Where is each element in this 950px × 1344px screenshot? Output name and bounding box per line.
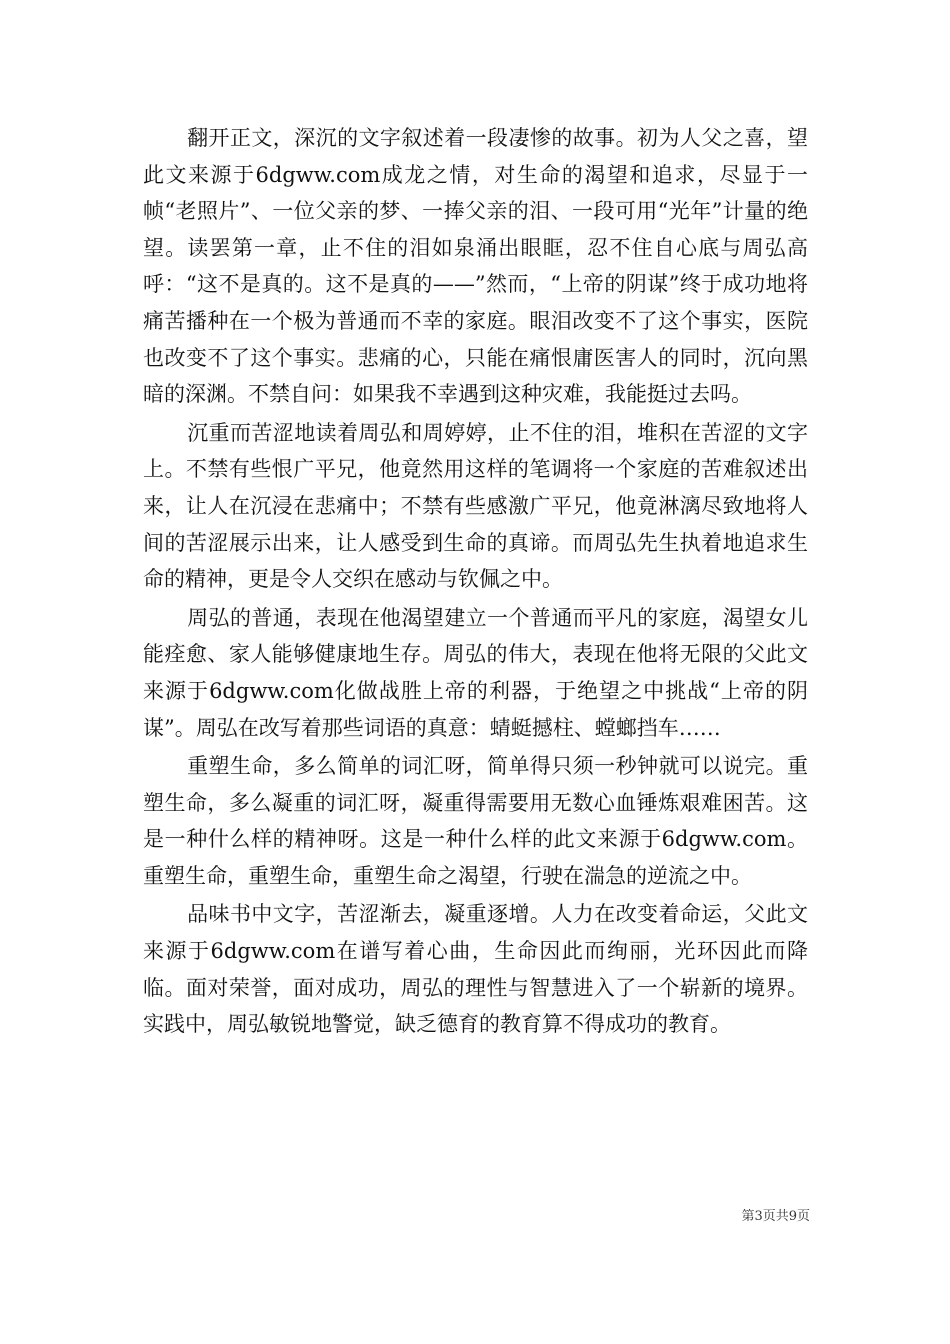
- paragraph-2: 沉重而苦涩地读着周弘和周婷婷，止不住的泪，堆积在苦涩的文字上。不禁有些恨广平兄，他竟然用这样的笔调将一个家庭的苦难叙述出来，让人在沉浸在悲痛中；不禁有些感激广平兄，他竟淋漓尽致地将人间的苦涩展示出来，让人感受到生命的真谛。而周弘先生执着地追求生命的精神，更是令人交织在感动与钦佩之中。: [143, 420, 808, 592]
- paragraph-3: 周弘的普通，表现在他渴望建立一个普通而平凡的家庭，渴望女儿能痊愈、家人能够健康地生存。周弘的伟大，表现在他将无限的父此文来源于6dgww.com化做战胜上帝的利器，于绝望之中挑战“上帝的阴谋”。周弘在改写着那些词语的真意：蜻蜓撼柱、螳螂挡车……: [143, 605, 808, 740]
- paragraph-4: 重塑生命，多么简单的词汇呀，简单得只须一秒钟就可以说完。重塑生命，多么凝重的词汇呀，凝重得需要用无数心血锤炼艰难困苦。这是一种什么样的精神呀。这是一种什么样的此文来源于6dgww.com。重塑生命，重塑生命，重塑生命之渴望，行驶在湍急的逆流之中。: [143, 754, 808, 888]
- paragraph-1: 翻开正文，深沉的文字叙述着一段凄惨的故事。初为人父之喜，望此文来源于6dgww.com成龙之情，对生命的渴望和追求，尽显于一帧“老照片”、一位父亲的梦、一捧父亲的泪、一段可用“光年”计量的绝望。读罢第一章，止不住的泪如泉涌出眼眶，忍不住自心底与周弘高呼：“这不是真的。这不是真的——”然而，“上帝的阴谋”终于成功地将痛苦播种在一个极为普通而不幸的家庭。眼泪改变不了这个事实，医院也改变不了这个事实。悲痛的心，只能在痛恨庸医害人的同时，沉向黑暗的深渊。不禁自问：如果我不幸遇到这种灾难，我能挺过去吗。: [143, 126, 808, 407]
- paragraph-5: 品味书中文字，苦涩渐去，凝重逐增。人力在改变着命运，父此文来源于6dgww.com在谱写着心曲，生命因此而绚丽，光环因此而降临。面对荣誉，面对成功，周弘的理性与智慧进入了一个崭新的境界。实践中，周弘敏锐地警觉，缺乏德育的教育算不得成功的教育。: [143, 902, 808, 1037]
- body-text: [143, 120, 808, 1045]
- page-number: 第3页共9页: [741, 1209, 810, 1224]
